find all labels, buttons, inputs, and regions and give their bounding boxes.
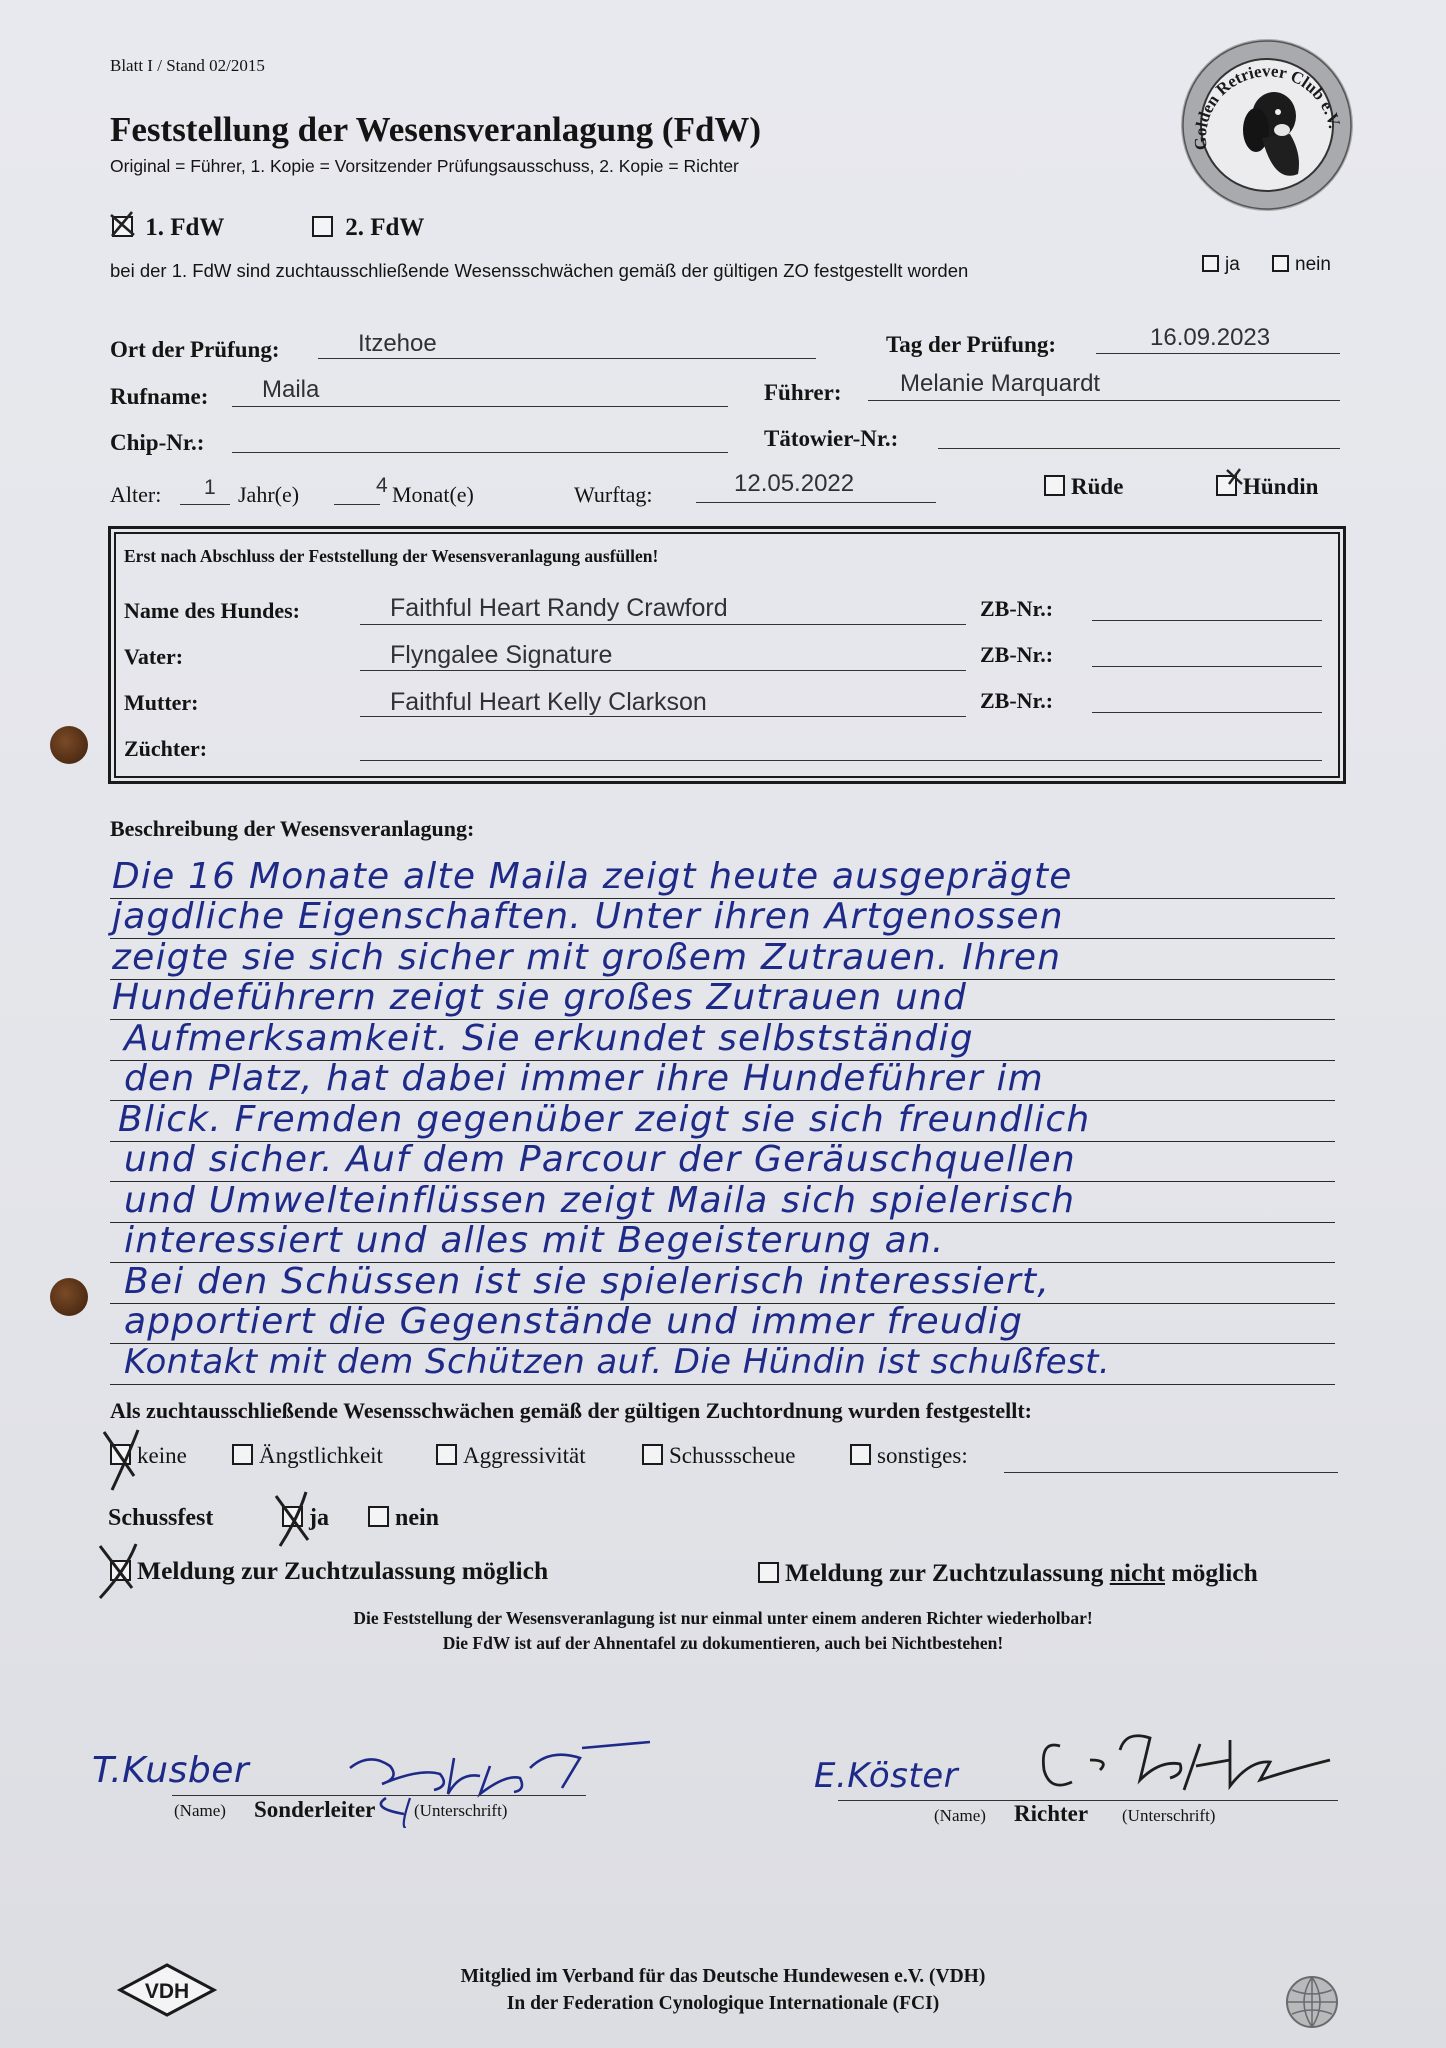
- fdw-question: bei der 1. FdW sind zuchtausschließende Wesensschwächen gemäß der gültigen ZO festgestellt worden: [110, 260, 969, 281]
- copies-note: Original = Führer, 1. Kopie = Vorsitzender Prüfungsausschuss, 2. Kopie = Richter: [110, 156, 739, 176]
- notice-repeatable: Die Feststellung der Wesensveranlagung ist nur einmal unter einem anderen Richter wiederholbar!: [353, 1608, 1093, 1628]
- breeding-not-possible-option[interactable]: [758, 1558, 1258, 1588]
- handwritten-cross-icon: [270, 1488, 316, 1550]
- leader-signature-caption: (Unterschrift): [414, 1801, 508, 1820]
- fdw-1-checkbox[interactable]: [112, 216, 133, 237]
- zb-label-father: ZB-Nr.:: [980, 642, 1054, 667]
- gunshot-label: Schussfest: [108, 1505, 214, 1531]
- fdw-yes-checkbox[interactable]: [1202, 255, 1219, 272]
- dog-name-line: [360, 624, 966, 625]
- footer-fci-line: In der Federation Cynologique Internationale (FCI): [506, 1993, 940, 2014]
- logo-text: Golden Retriever Club e.V.: [1190, 61, 1345, 151]
- dog-box-heading: Erst nach Abschluss der Feststellung der Wesensveranlagung ausfüllen!: [124, 546, 659, 566]
- mother-value[interactable]: Faithful Heart Kelly Clarkson: [390, 688, 707, 716]
- page-title: Feststellung der Wesensveranlagung (FdW): [110, 110, 762, 149]
- father-line: [360, 670, 966, 671]
- fdw-2-label: 2. FdW: [345, 214, 425, 241]
- checkmark-icon: [108, 209, 138, 239]
- months-label: Monat(e): [392, 482, 474, 507]
- place-line: [318, 358, 816, 359]
- findings-heading: Als zuchtausschließende Wesensschwächen gemäß der gültigen Zuchtordnung wurden festgestellt:: [110, 1398, 1033, 1423]
- footer-vdh-line: Mitglied im Verband für das Deutsche Hundewesen e.V. (VDH): [460, 1966, 986, 1987]
- date-line: [1096, 353, 1340, 354]
- fdw-yes-label: ja: [1225, 254, 1240, 275]
- zb-label-mother: ZB-Nr.:: [980, 688, 1054, 713]
- description-line-10: interessiert und alles mit Begeisterung an.: [124, 1220, 945, 1261]
- fdw-option-1[interactable]: [112, 214, 224, 242]
- zb-line-mother: [1092, 712, 1322, 713]
- description-line-11: Bei den Schüssen ist sie spielerisch interessiert,: [124, 1261, 1050, 1302]
- fdw-no-checkbox[interactable]: [1272, 255, 1289, 272]
- finding-other-option[interactable]: [850, 1443, 968, 1469]
- date-value[interactable]: 16.09.2023: [1150, 324, 1271, 351]
- father-value[interactable]: Flyngalee Signature: [390, 641, 613, 669]
- finding-gunshy-option[interactable]: [642, 1443, 795, 1469]
- description-line-5: Aufmerksamkeit. Sie erkundet selbstständig: [124, 1018, 974, 1059]
- description-line-3: zeigte sie sich sicher mit großem Zutrauen. Ihren: [112, 937, 1062, 978]
- father-label: Vater:: [124, 644, 184, 669]
- description-line-8: und sicher. Auf dem Parcour der Geräuschquellen: [124, 1139, 1076, 1180]
- finding-anxiety-label: Ängstlichkeit: [259, 1443, 383, 1468]
- leader-sign-line: [172, 1795, 586, 1796]
- fdw-no-label: nein: [1295, 254, 1331, 275]
- finding-gunshy-checkbox[interactable]: [642, 1444, 663, 1465]
- male-option[interactable]: [1044, 474, 1123, 500]
- whelp-value[interactable]: 12.05.2022: [734, 470, 855, 497]
- description-line-9: und Umwelteinflüssen zeigt Maila sich spielerisch: [124, 1180, 1076, 1221]
- judge-signature-caption: (Unterschrift): [1122, 1806, 1216, 1825]
- checkmark-icon: [1224, 467, 1246, 489]
- female-option[interactable]: [1216, 474, 1318, 500]
- callname-value[interactable]: Maila: [262, 376, 320, 403]
- breeder-label: Züchter:: [124, 736, 208, 761]
- dog-name-value[interactable]: Faithful Heart Randy Crawford: [390, 594, 728, 622]
- place-label: Ort der Prüfung:: [110, 337, 280, 362]
- dog-name-label: Name des Hundes:: [124, 598, 301, 623]
- description-heading: Beschreibung der Wesensveranlagung:: [110, 816, 475, 841]
- finding-aggression-option[interactable]: [436, 1443, 586, 1469]
- whelp-label: Wurftag:: [574, 482, 653, 507]
- finding-other-line: [1004, 1472, 1338, 1473]
- fdw-no-option[interactable]: [1272, 254, 1331, 276]
- vdh-badge-text: VDH: [144, 1980, 190, 2003]
- zb-label-dog: ZB-Nr.:: [980, 596, 1054, 621]
- notice-pedigree: Die FdW ist auf der Ahnentafel zu dokumentieren, auch bei Nichtbestehen!: [442, 1633, 1004, 1653]
- callname-label: Rufname:: [110, 384, 209, 409]
- description-line-13: Kontakt mit dem Schützen auf. Die Hündin ist schußfest.: [124, 1342, 1111, 1382]
- ruled-line: [110, 1384, 1335, 1385]
- tattoo-line: [938, 448, 1340, 449]
- finding-aggression-checkbox[interactable]: [436, 1444, 457, 1465]
- description-line-2: jagdliche Eigenschaften. Unter ihren Artgenossen: [112, 896, 1064, 937]
- judge-name: E.Köster: [814, 1756, 959, 1796]
- breeding-not-possible-checkbox[interactable]: [758, 1562, 779, 1583]
- handler-value[interactable]: Melanie Marquardt: [900, 370, 1101, 397]
- gunshot-no-checkbox[interactable]: [368, 1506, 389, 1527]
- female-checkbox[interactable]: [1216, 475, 1237, 496]
- gunshot-no-option[interactable]: [368, 1505, 439, 1532]
- punch-hole-upper: [50, 726, 88, 764]
- callname-line: [232, 406, 728, 407]
- breeding-not-word: nicht: [1109, 1558, 1165, 1587]
- gunshot-no-label: nein: [395, 1505, 440, 1531]
- breeding-possible-option[interactable]: [110, 1556, 548, 1586]
- female-label: Hündin: [1243, 474, 1319, 499]
- zb-line-father: [1092, 666, 1322, 667]
- chip-line: [232, 452, 728, 453]
- age-months-line: [334, 504, 380, 505]
- finding-other-checkbox[interactable]: [850, 1444, 871, 1465]
- breeder-line: [360, 760, 1322, 761]
- age-years-value[interactable]: 1: [204, 476, 216, 499]
- finding-anxiety-option[interactable]: [232, 1443, 383, 1469]
- fdw-1-label: 1. FdW: [145, 214, 225, 241]
- date-label: Tag der Prüfung:: [886, 332, 1056, 357]
- finding-other-label: sonstiges:: [877, 1443, 968, 1468]
- leader-name: T.Kusber: [92, 1750, 250, 1791]
- description-line-6: den Platz, hat dabei immer ihre Hundeführer im: [124, 1058, 1044, 1099]
- fdw-option-2[interactable]: [312, 214, 424, 242]
- male-label: Rüde: [1071, 474, 1124, 499]
- description-line-4: Hundeführern zeigt sie großes Zutrauen und: [112, 977, 968, 1018]
- place-value[interactable]: Itzehoe: [358, 330, 437, 357]
- age-label: Alter:: [110, 482, 162, 507]
- breeding-not-prefix: Meldung zur Zuchtzulassung: [785, 1558, 1110, 1587]
- description-line-1: Die 16 Monate alte Maila zeigt heute ausgeprägte: [112, 856, 1073, 897]
- fdw-2-checkbox[interactable]: [312, 216, 333, 237]
- judge-name-caption: (Name): [934, 1806, 986, 1825]
- whelp-line: [696, 502, 936, 503]
- finding-anxiety-checkbox[interactable]: [232, 1444, 253, 1465]
- age-months-value[interactable]: 4: [376, 474, 388, 497]
- years-label: Jahr(e): [238, 482, 300, 507]
- leader-name-caption: (Name): [174, 1801, 226, 1820]
- handwritten-cross-icon: [94, 1540, 142, 1602]
- finding-gunshy-label: Schussscheue: [669, 1443, 796, 1468]
- description-line-12: apportiert die Gegenstände und immer freudig: [124, 1301, 1024, 1342]
- punch-hole-lower: [50, 1278, 88, 1316]
- breeding-possible-label: Meldung zur Zuchtzulassung möglich: [137, 1556, 549, 1585]
- male-checkbox[interactable]: [1044, 475, 1065, 496]
- judge-role: Richter: [1014, 1801, 1089, 1826]
- tattoo-label: Tätowier-Nr.:: [764, 426, 899, 451]
- fci-globe-icon: [1284, 1974, 1340, 2030]
- gunshot-yes-label: ja: [309, 1505, 329, 1531]
- description-line-7: Blick. Fremden gegenüber zeigt sie sich freundlich: [118, 1099, 1091, 1140]
- sheet-reference: Blatt I / Stand 02/2015: [110, 56, 265, 75]
- handler-line: [868, 400, 1340, 401]
- breeding-not-suffix: möglich: [1165, 1558, 1258, 1587]
- fdw-yes-option[interactable]: [1202, 254, 1240, 276]
- zb-line-dog: [1092, 620, 1322, 621]
- age-years-line: [180, 504, 230, 505]
- finding-aggression-label: Aggressivität: [463, 1443, 586, 1468]
- handler-label: Führer:: [764, 380, 842, 405]
- leader-role: Sonderleiter: [254, 1797, 376, 1822]
- mother-label: Mutter:: [124, 690, 199, 715]
- finding-none-label: keine: [137, 1443, 187, 1468]
- chip-label: Chip-Nr.:: [110, 430, 205, 455]
- judge-signature: [1030, 1720, 1350, 1810]
- club-logo: [1178, 34, 1356, 216]
- handwritten-cross-icon: [98, 1426, 144, 1494]
